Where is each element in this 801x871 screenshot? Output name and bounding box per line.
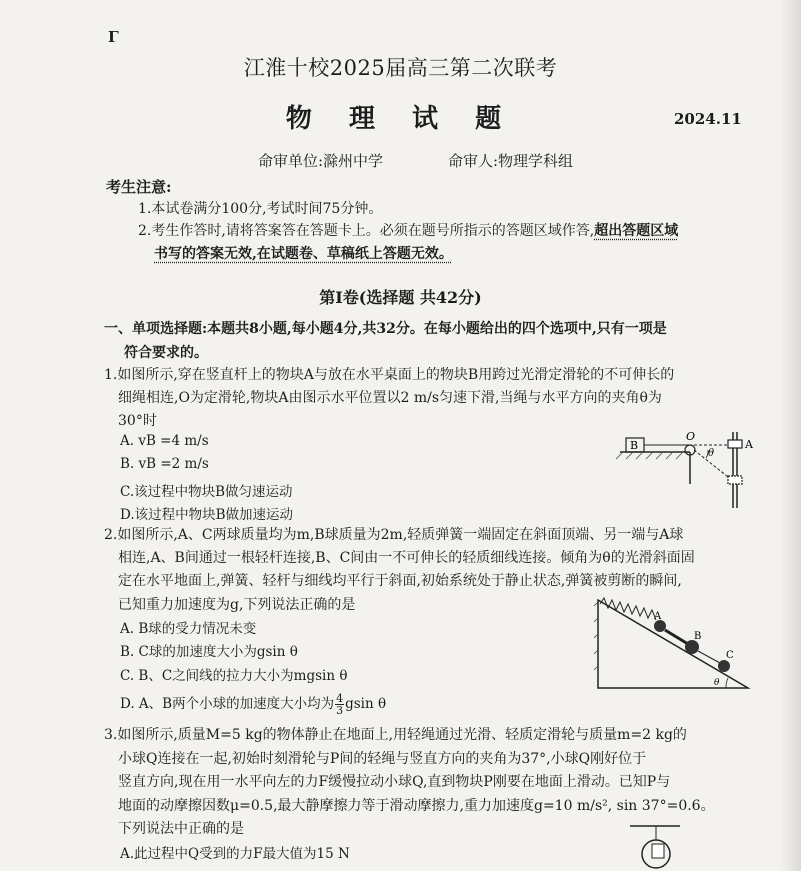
fraction-denominator: 3	[336, 704, 344, 717]
q2-option-d-fraction	[335, 693, 344, 716]
q3-stem-line4: 地面的动摩擦因数μ=0.5,最大静摩擦力等于滑动摩擦力,重力加速度g=10 m/s², sin 37°=0.6。	[118, 798, 715, 814]
notice-item-2	[138, 220, 678, 240]
q1-option-b: B. vB =2 m/s	[120, 456, 209, 472]
section1-heading-cont: 符合要求的。	[124, 345, 208, 361]
q2-figure-label-a: A	[654, 611, 662, 622]
q1-option-c: C.该过程中物块B做匀速运动	[120, 484, 293, 500]
notice-item-2-emphasis: 超出答题区域	[594, 223, 679, 239]
q2-option-c: C. B、C之间线的拉力大小为mgsin θ	[120, 668, 348, 684]
q1-option-a: A. vB =4 m/s	[120, 433, 209, 449]
fraction-numerator: 4	[336, 692, 344, 705]
subject-title: 物 理 试 题	[285, 104, 516, 134]
notice-item-2-text: 2.考生作答时,请将答案答在答题卡上。必须在题号所指示的答题区域作答,	[138, 223, 595, 239]
q2-stem-line3: 定在水平地面上,弹簧、轻杆与细线均平行于斜面,初始系统处于静止状态,弹簧被剪断的瞬间,	[118, 573, 682, 589]
exam-date: 2024.11	[674, 110, 742, 128]
q1-stem-line1: 1.如图所示,穿在竖直杆上的物块A与放在水平桌面上的物块B用跨过光滑定滑轮的不可伸长的	[104, 367, 675, 383]
notice-item-1: 1.本试卷满分100分,考试时间75分钟。	[138, 201, 383, 217]
q1-figure-label-a: A	[745, 438, 753, 451]
q2-stem-line1: 2.如图所示,A、C两球质量均为m,B球质量为2m,轻质弹簧一端固定在斜面顶端、另一端与A球	[104, 527, 684, 543]
q2-figure-label-b: B	[694, 631, 702, 642]
q2-option-d-text: D. A、B两个小球的加速度大小均为	[120, 696, 335, 712]
q3-stem-line3: 竖直方向,现在用一水平向左的力F缓慢拉动小球Q,直到物块P刚要在地面上滑动。已知P与	[118, 774, 671, 790]
q2-option-d	[120, 692, 386, 716]
q2-option-a: A. B球的受力情况未变	[120, 621, 257, 637]
q2-figure	[596, 592, 756, 692]
corner-mark: Γ	[108, 28, 119, 46]
q2-option-b: B. C球的加速度大小为gsin θ	[120, 644, 298, 660]
q1-stem-line3: 30°时	[118, 413, 157, 429]
q2-figure-angle: θ	[714, 678, 720, 688]
exam-unit: 命审单位:滁州中学	[258, 152, 384, 170]
q1-stem-line2: 细绳相连,O为定滑轮,物块A由图示水平位置以2 m/s匀速下滑,当绳与水平方向的夹角θ为	[118, 390, 662, 406]
q3-stem-line5: 下列说法中正确的是	[118, 821, 244, 837]
q1-option-d: D.该过程中物块B做加速运动	[120, 507, 294, 523]
q3-figure	[620, 822, 700, 862]
q1-figure-label-o: O	[686, 430, 696, 443]
notice-title: 考生注意:	[106, 178, 172, 196]
q2-stem-line2: 相连,A、B间通过一根轻杆连接,B、C间由一不可伸长的轻质细线连接。倾角为θ的光滑斜面固	[118, 550, 695, 566]
exam-name: 江淮十校2025届高三第二次联考	[243, 56, 558, 80]
exam-author: 命审人:物理学科组	[448, 152, 574, 170]
notice-item-2-emphasis-cont: 书写的答案无效,在试题卷、草稿纸上答题无效。	[154, 246, 453, 262]
section1-heading: 一、单项选择题:本题共8小题,每小题4分,共32分。在每小题给出的四个选项中,只有一项是	[104, 321, 667, 337]
q3-option-a: A.此过程中Q受到的力F最大值为15 N	[120, 846, 350, 862]
q3-stem-line1: 3.如图所示,质量M=5 kg的物体静止在地面上,用轻绳通过光滑、轻质定滑轮与质量m=2 kg的	[104, 727, 687, 743]
q1-figure-label-b: B	[630, 439, 639, 452]
q2-stem-line4: 已知重力加速度为g,下列说法正确的是	[118, 597, 356, 613]
page-edge-shadow	[781, 0, 801, 871]
part1-title: 第Ⅰ卷(选择题 共42分)	[319, 288, 482, 307]
q1-figure-angle: θ	[708, 448, 715, 459]
q3-stem-line2: 小球Q连接在一起,初始时刻滑轮与P间的轻绳与竖直方向的夹角为37°,小球Q刚好位于	[118, 751, 647, 767]
q2-option-d-tail: gsin θ	[345, 696, 387, 712]
q2-figure-label-c: C	[726, 650, 734, 661]
q1-figure	[620, 428, 780, 508]
